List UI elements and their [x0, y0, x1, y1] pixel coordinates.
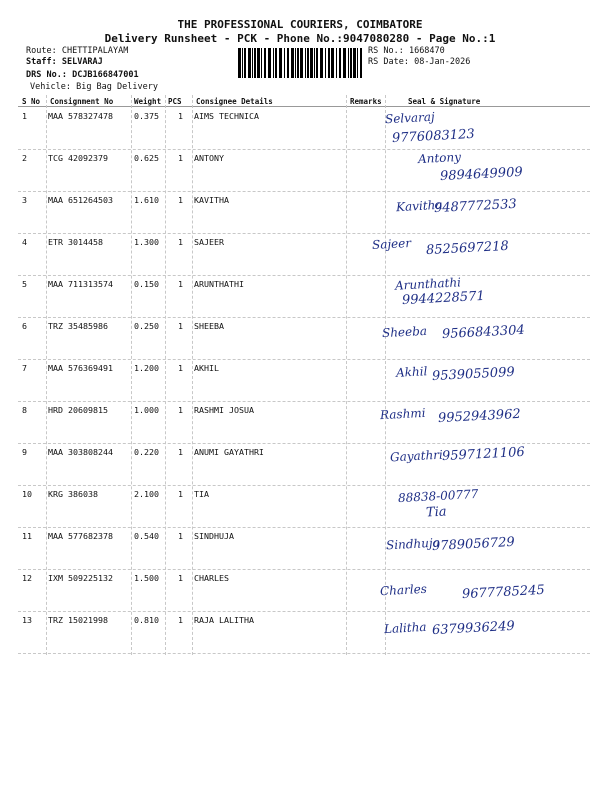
signature-name: Gayathri — [389, 447, 444, 465]
signature-phone: 9566843304 — [441, 322, 526, 343]
serial-number: 7 — [22, 363, 27, 373]
consignee-name: AKHIL — [194, 363, 219, 373]
consignment-number: MAA 576369491 — [48, 363, 113, 373]
staff-line — [26, 57, 103, 67]
barcode-bar — [300, 48, 303, 78]
col-pcs: PCS — [168, 97, 182, 106]
vehicle-label: Vehicle: — [30, 82, 71, 92]
rs-no-label: RS No.: — [368, 46, 404, 56]
route-value: CHETTIPALAYAM — [61, 46, 129, 56]
barcode-bar — [279, 48, 282, 78]
barcode-bar — [257, 48, 260, 78]
pieces-count: 1 — [178, 111, 183, 121]
signature-name: Sheeba — [381, 323, 428, 341]
pieces-count: 1 — [178, 573, 183, 583]
signature-phone: 8525697218 — [425, 238, 510, 259]
barcode-bar — [295, 48, 296, 78]
pieces-count: 1 — [178, 489, 183, 499]
serial-number: 5 — [22, 279, 27, 289]
barcode-bar — [287, 48, 289, 78]
pieces-count: 1 — [178, 237, 183, 247]
signature-phone: 9944228571 — [401, 288, 486, 309]
barcode-bar — [244, 48, 246, 78]
barcode-bar — [360, 48, 362, 78]
signature-phone: 9487772533 — [433, 196, 518, 217]
consignee-name: SAJEER — [194, 237, 224, 247]
staff-label: Staff: — [26, 57, 57, 67]
drs-value: DCJB166847001 — [72, 70, 139, 80]
pieces-count: 1 — [178, 321, 183, 331]
consignment-number: KRG 386038 — [48, 489, 98, 499]
serial-number: 8 — [22, 405, 27, 415]
consignee-name: RASHMI JOSUA — [194, 405, 254, 415]
runsheet-title: Delivery Runsheet - PCK - Phone No.:9047080280 - Page No.:1 — [104, 32, 496, 45]
vehicle-value: Big Bag Delivery — [76, 82, 158, 92]
signature-name: Sindhuja — [385, 535, 441, 553]
barcode-bar — [343, 48, 346, 78]
barcode-bar — [275, 48, 277, 78]
weight-value: 0.150 — [134, 279, 159, 289]
consignment-number: TRZ 35485986 — [48, 321, 108, 331]
serial-number: 13 — [22, 615, 32, 625]
col-consignment: Consignment No — [50, 97, 114, 106]
barcode-bar — [238, 48, 241, 78]
signature-name: Rashmi — [379, 405, 426, 423]
signature-phone: 9952943962 — [437, 406, 522, 427]
barcode-bar — [339, 48, 341, 78]
barcode-bar — [261, 48, 262, 78]
rs-no-value: 1668470 — [408, 46, 445, 56]
consignment-number: TCG 42092379 — [48, 153, 108, 163]
barcode-bar — [350, 48, 352, 78]
drs-line — [26, 70, 139, 80]
drs-label: DRS No.: — [26, 70, 67, 80]
barcode-bar — [291, 48, 294, 78]
barcode-bar — [325, 48, 326, 78]
staff-value: SELVARAJ — [61, 57, 103, 67]
consignment-number: IXM 509225132 — [48, 573, 113, 583]
pieces-count: 1 — [178, 363, 183, 373]
signature-name: Antony — [417, 149, 462, 167]
rs-date-label: RS Date: — [368, 57, 409, 67]
serial-number: 9 — [22, 447, 27, 457]
weight-value: 0.250 — [134, 321, 159, 331]
weight-value: 0.540 — [134, 531, 159, 541]
signature-name: Selvaraj — [384, 109, 436, 127]
barcode-image — [238, 48, 364, 78]
signature-phone: 9539055099 — [431, 364, 516, 385]
consignee-name: ANUMI GAYATHRI — [194, 447, 264, 457]
col-consignee: Consignee Details — [196, 97, 273, 106]
weight-value: 1.500 — [134, 573, 159, 583]
consignment-number: MAA 578327478 — [48, 111, 113, 121]
consignee-name: KAVITHA — [194, 195, 229, 205]
consignee-name: AIMS TECHNICA — [194, 111, 259, 121]
consignee-name: CHARLES — [194, 573, 229, 583]
serial-number: 1 — [22, 111, 27, 121]
barcode-bar — [284, 48, 285, 78]
weight-value: 2.100 — [134, 489, 159, 499]
signature-name: Lalitha — [383, 619, 427, 637]
consignee-name: ARUNTHATHI — [194, 279, 244, 289]
consignment-number: HRD 20609815 — [48, 405, 108, 415]
rs-no-line — [368, 46, 445, 56]
barcode-bar — [248, 48, 251, 78]
signature-name: Sajeer — [371, 235, 412, 253]
table-row — [18, 485, 590, 528]
weight-value: 0.810 — [134, 615, 159, 625]
weight-value: 0.625 — [134, 153, 159, 163]
barcode-bar — [348, 48, 349, 78]
serial-number: 2 — [22, 153, 27, 163]
table-row — [18, 275, 590, 318]
consignment-number: MAA 577682378 — [48, 531, 113, 541]
col-sno: S No — [22, 97, 41, 106]
signature-name: Charles — [379, 581, 428, 599]
signature-phone: 9597121106 — [441, 444, 526, 465]
serial-number: 3 — [22, 195, 27, 205]
consignment-number: MAA 303808244 — [48, 447, 113, 457]
weight-value: 0.220 — [134, 447, 159, 457]
serial-number: 11 — [22, 531, 32, 541]
signature-phone: 9776083123 — [391, 126, 476, 147]
col-seal-signature: Seal & Signature — [408, 97, 481, 106]
signature-phone: 6379936249 — [431, 618, 516, 639]
barcode-bar — [305, 48, 306, 78]
barcode-bar — [328, 48, 330, 78]
barcode-bar — [273, 48, 274, 78]
barcode-bar — [316, 48, 318, 78]
serial-number: 4 — [22, 237, 27, 247]
pieces-count: 1 — [178, 153, 183, 163]
barcode-bar — [254, 48, 256, 78]
signature-phone: 9894649909 — [439, 164, 524, 185]
weight-value: 0.375 — [134, 111, 159, 121]
route-line — [26, 46, 128, 56]
consignee-name: ANTONY — [194, 153, 224, 163]
consignment-number: TRZ 15021998 — [48, 615, 108, 625]
pieces-count: 1 — [178, 405, 183, 415]
signature-name: 88838-00777 — [397, 486, 479, 506]
rs-date-line — [368, 57, 470, 67]
signature-phone: Tia — [425, 504, 447, 521]
barcode-bar — [336, 48, 337, 78]
col-remarks: Remarks — [350, 97, 382, 106]
barcode-bar — [320, 48, 323, 78]
pieces-count: 1 — [178, 447, 183, 457]
serial-number: 6 — [22, 321, 27, 331]
barcode-bar — [264, 48, 266, 78]
signature-phone: 9789056729 — [431, 534, 516, 555]
consignment-number: ETR 3014458 — [48, 237, 103, 247]
signature-phone: 9677785245 — [461, 582, 546, 603]
signature-name: Arunthathi — [394, 275, 462, 293]
consignment-number: MAA 711313574 — [48, 279, 113, 289]
weight-value: 1.000 — [134, 405, 159, 415]
route-label: Route: — [26, 46, 57, 56]
table-row — [18, 107, 590, 150]
pieces-count: 1 — [178, 195, 183, 205]
pieces-count: 1 — [178, 615, 183, 625]
serial-number: 12 — [22, 573, 32, 583]
barcode-bar — [331, 48, 334, 78]
consignment-number: MAA 651264503 — [48, 195, 113, 205]
consignee-name: SHEEBA — [194, 321, 224, 331]
rs-date-value: 08-Jan-2026 — [414, 57, 471, 67]
barcode-bar — [353, 48, 356, 78]
company-title: THE PROFESSIONAL COURIERS, COIMBATORE — [177, 18, 423, 31]
consignee-name: TIA — [194, 489, 209, 499]
barcode-bar — [307, 48, 309, 78]
vehicle-line — [30, 82, 158, 92]
consignee-name: SINDHUJA — [194, 531, 234, 541]
col-weight: Weight — [134, 97, 162, 106]
serial-number: 10 — [22, 489, 32, 499]
weight-value: 1.300 — [134, 237, 159, 247]
weight-value: 1.610 — [134, 195, 159, 205]
pieces-count: 1 — [178, 279, 183, 289]
barcode-bar — [252, 48, 253, 78]
barcode-bar — [357, 48, 358, 78]
barcode-bar — [314, 48, 315, 78]
barcode-bar — [297, 48, 299, 78]
barcode-bar — [268, 48, 271, 78]
signature-name: Kavitha — [395, 197, 443, 215]
consignee-name: RAJA LALITHA — [194, 615, 254, 625]
barcode-bar — [242, 48, 243, 78]
pieces-count: 1 — [178, 531, 183, 541]
signature-name: Akhil — [395, 364, 428, 380]
barcode-bar — [310, 48, 313, 78]
weight-value: 1.200 — [134, 363, 159, 373]
